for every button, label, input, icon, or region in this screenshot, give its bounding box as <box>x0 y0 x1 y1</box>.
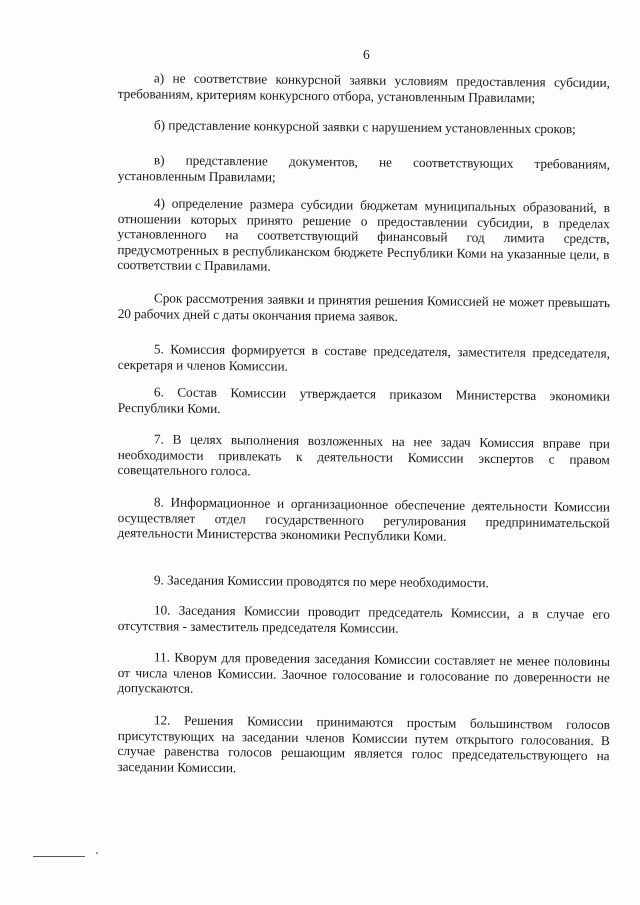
paragraph-item-a: а) не соответствие конкурсной заявки условиям предоставления субсидии, требованиям, критериям конкурсного отбора, установленным Правилами; <box>117 70 610 105</box>
paragraph-review-term: Срок рассмотрения заявки и принятия решения Комиссией не может превышать 20 рабочих дней с даты окончания приема заявок. <box>117 290 610 324</box>
paragraph-clause-12: 12. Решения Комиссии принимаются простым большинством голосов присутствующих на заседании членов Комиссии путем открытого голосования. В случае равенства голосов решающим является голос председательствующего на заседании Комиссии. <box>117 712 610 775</box>
paragraph-clause-6: 6. Состав Комиссии утверждается приказом Министерства экономики Республики Коми. <box>117 384 610 416</box>
footer-rule <box>33 856 85 857</box>
paragraph-item-b: б) представление конкурсной заявки с нарушением установленных сроков; <box>153 117 576 137</box>
scan-artifact-dot <box>96 852 98 854</box>
paragraph-clause-7: 7. В целях выполнения возложенных на нее задач Комиссия вправе при необходимости привлекать к деятельности Комиссии экспертов с правом совещательного голоса. <box>117 431 610 479</box>
paragraph-item-v: в) представление документов, не соответствующих требованиям, установленным Правилами; <box>117 152 610 185</box>
paragraph-clause-8: 8. Информационное и организационное обеспечение деятельности Комиссии осуществляет отдел государственного регулирования предпринимательской деятельности Министерства экономики Республики Коми. <box>117 494 610 544</box>
paragraph-clause-11: 11. Кворум для проведения заседания Комиссии составляет не менее половины от числа членов Комиссии. Заочное голосование и голосование по доверенности не допускаются. <box>117 649 610 696</box>
paragraph-clause-9: 9. Заседания Комиссии проводятся по мере необходимости. <box>153 572 489 591</box>
paragraph-item-4: 4) определение размера субсидии бюджетам муниципальных образований, в отношении которых принято решение о предоставлении субсидии, в пределах установленного на соответствующий финансовый год лимита средств, предусмотренных в республиканском бюджете Республики Коми на указанные цели, в соответствии с Правилами. <box>117 195 610 274</box>
paragraph-clause-10: 10. Заседания Комиссии проводит председатель Комиссии, а в случае его отсутствия - заместитель председателя Комиссии. <box>117 602 610 636</box>
page-number: 6 <box>363 47 370 62</box>
paragraph-clause-5: 5. Комиссия формируется в составе председателя, заместителя председателя, секретаря и членов Комиссии. <box>117 341 610 374</box>
